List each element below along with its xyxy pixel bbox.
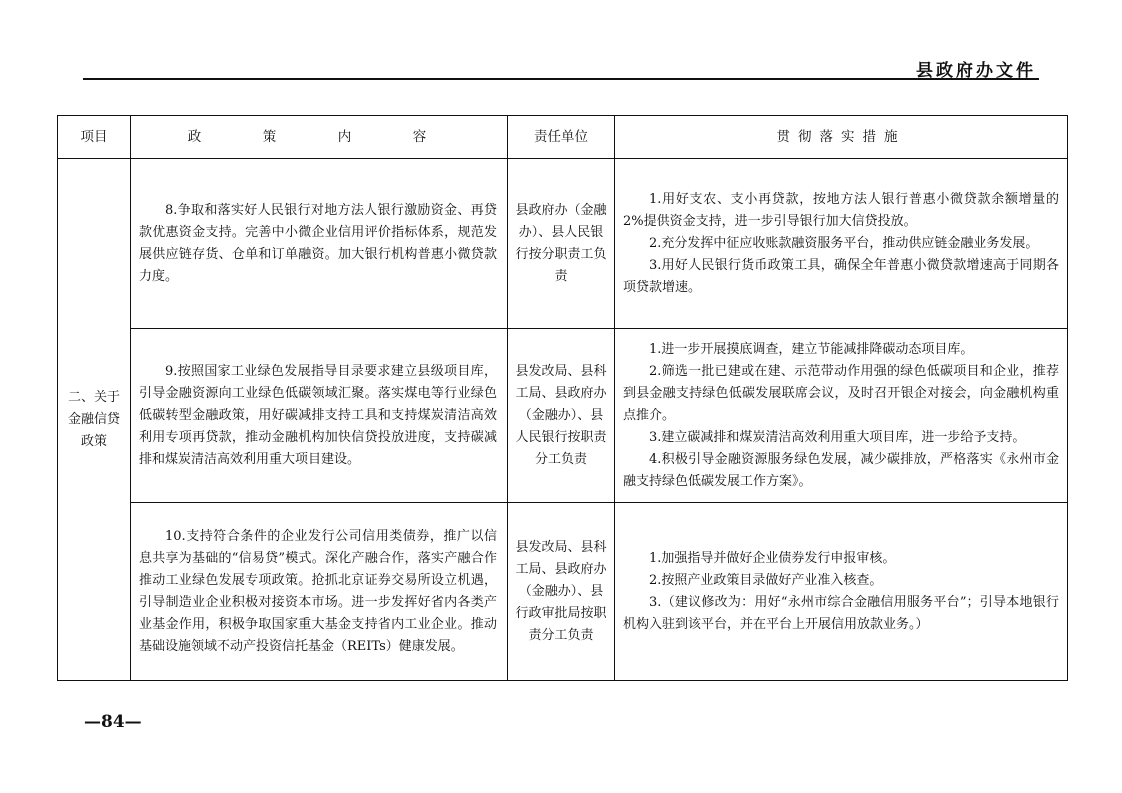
measure-item: 1.进一步开展摸底调查，建立节能减排降碳动态项目库。	[649, 341, 974, 357]
policy-content-text: 8.争取和落实好人民银行对地方法人银行激励资金、再贷款优惠资金支持。完善中小微企业信用评价指标体系，规范发展供应链存货、仓单和订单融资。加大银行机构普惠小微贷款力度。	[139, 202, 497, 284]
measures-cell	[615, 329, 1068, 503]
policy-content-cell	[131, 159, 508, 329]
column-header-policy-content: 政 策 内 容	[131, 116, 508, 159]
policy-table	[57, 115, 1068, 681]
measure-item: 2.充分发挥中征应收账款融资服务平台，推动供应链金融业务发展。	[649, 235, 1039, 251]
measure-item: 3.用好人民银行货币政策工具，确保全年普惠小微贷款增速高于同期各项贷款增速。	[623, 257, 1059, 295]
measure-item: 2.按照产业政策目录做好产业准入核查。	[649, 572, 883, 588]
header-divider	[83, 78, 1039, 80]
measures-cell	[615, 503, 1068, 681]
responsible-unit-cell	[508, 503, 615, 681]
measures-cell	[615, 159, 1068, 329]
policy-content-text: 9.按照国家工业绿色发展指导目录要求建立县级项目库，引导金融资源向工业绿色低碳领域汇聚。落实煤电等行业绿色低碳转型金融政策，用好碳减排支持工具和支持煤炭清洁高效利用专项再贷款，推动金融机构加快信贷投放进度，支持碳减排和煤炭清洁高效利用重大项目建设。	[139, 363, 497, 467]
measure-item: 1.加强指导并做好企业债券发行申报审核。	[649, 550, 896, 566]
measure-item: 3.（建议修改为：用好“永州市综合金融信用服务平台”；引导本地银行机构入驻到该平台，并在平台上开展信用放款业务。）	[623, 594, 1059, 632]
responsible-unit-text: 县发改局、县科工局、县政府办（金融办）、县人民银行按职责分工负责	[515, 363, 607, 467]
responsible-unit-text: 县政府办（金融办）、县人民银行按分职责工负责	[515, 202, 607, 284]
measure-item: 3.建立碳减排和煤炭清洁高效利用重大项目库，进一步给予支持。	[649, 429, 1026, 445]
policy-content-text: 10.支持符合条件的企业发行公司信用类债券，推广以信息共享为基础的“信易贷”模式。深化产融合作，落实产融合作推动工业绿色发展专项政策。抢抓北京证券交易所设立机遇，引导制造业企业积极对接资本市场。进一步发挥好省内各类产业基金作用，积极争取国家重大基金支持省内工业企业。推动基础设施领域不动产投资信托基金（REITs）健康发展。	[139, 528, 497, 654]
table-header-row	[58, 116, 1068, 159]
responsible-unit-cell	[508, 329, 615, 503]
table-row	[58, 159, 1068, 329]
category-cell: 二、关于金融信贷政策	[58, 159, 131, 681]
responsible-unit-cell	[508, 159, 615, 329]
column-header-item: 项目	[58, 116, 131, 159]
policy-content-cell	[131, 503, 508, 681]
table-row	[58, 329, 1068, 503]
page-number: —84—	[84, 712, 142, 732]
document-header-title: 县政府办文件	[916, 61, 1036, 81]
measure-item: 2.筛选一批已建或在建、示范带动作用强的绿色低碳项目和企业，推荐到县金融支持绿色低碳发展联席会议，及时召开银企对接会，向金融机构重点推介。	[623, 363, 1059, 423]
measure-item: 1.用好支农、支小再贷款，按地方法人银行普惠小微贷款余额增量的2%提供资金支持，进一步引导银行加大信贷投放。	[623, 191, 1059, 229]
responsible-unit-text: 县发改局、县科工局、县政府办（金融办）、县行政审批局按职责分工负责	[515, 539, 607, 643]
policy-content-cell	[131, 329, 508, 503]
column-header-responsible-unit: 责任单位	[508, 116, 615, 159]
measure-item: 4.积极引导金融资源服务绿色发展，减少碳排放，严格落实《永州市金融支持绿色低碳发展工作方案》。	[623, 451, 1059, 489]
table-row	[58, 503, 1068, 681]
column-header-implementation-measures: 贯彻落实措施	[615, 116, 1068, 159]
